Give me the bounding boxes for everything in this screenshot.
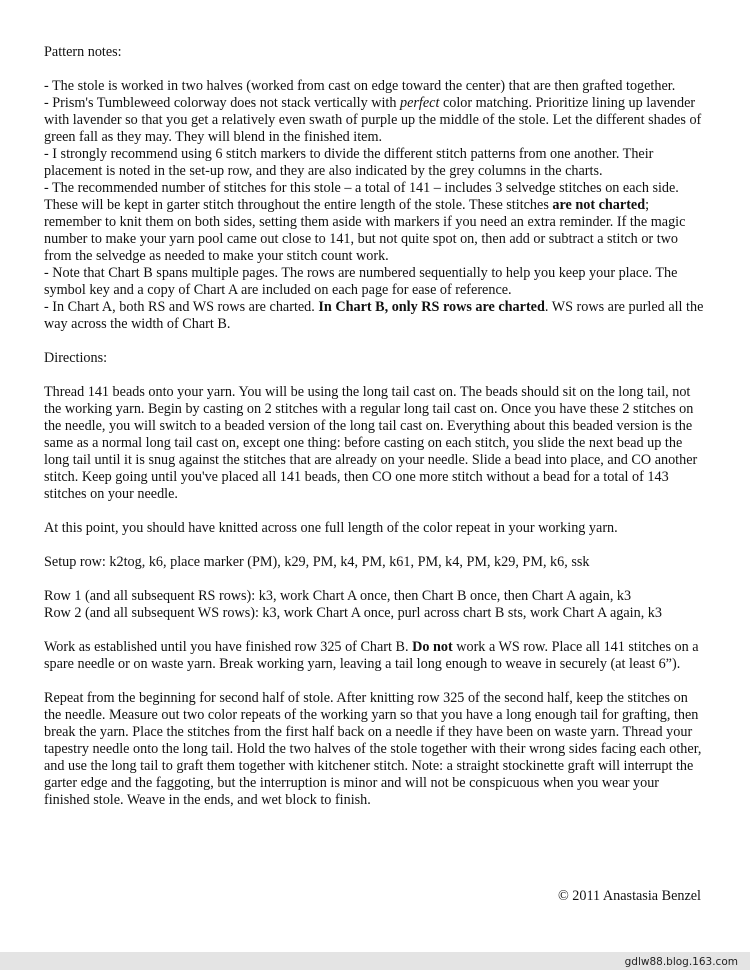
directions-heading: Directions: — [44, 350, 108, 366]
document-body — [44, 44, 704, 809]
note-1: - The stole is worked in two halves (worked from cast on edge toward the center) that are then grafted together. — [44, 78, 676, 94]
directions-paragraph-5: Work as established until you have finished row 325 of Chart B. Do not work a WS row. Place all 141 stitches on a spare needle or on waste yarn. Break working yarn, leaving a tail long enough to weave in securely (at least 6”). — [44, 639, 699, 672]
directions-paragraph-6: Repeat from the beginning for second half of stole. After knitting row 325 of the second half, keep the stitches on the needle. Measure out two color repeats of the working yarn so that you have a long enough tail for grafting, then break the yarn. Place the stitches from the first half back on a needle if they have been on waste yarn. Thread your tapestry needle onto the long tail. Hold the two halves of the stole together with their wrong sides facing each other, and use the long tail to graft them together with kitchener stitch. Note: a straight stockinette graft will interrupt the garter edge and the faggoting, but the interruption is minor and will not be conspicuous when you wear your finished stole. Weave in the ends, and wet block to finish. — [44, 690, 702, 808]
setup-row: Setup row: k2tog, k6, place marker (PM), k29, PM, k4, PM, k61, PM, k4, PM, k29, PM, k6, ssk — [44, 554, 590, 570]
note-2: - Prism's Tumbleweed colorway does not stack vertically with perfect color matching. Prioritize lining up lavender with lavender so that you get a relatively even swath of purple up the middle of the stole. Let the different shades of green fall as they may. They will blend in the finished item. — [44, 95, 702, 145]
row-2: Row 2 (and all subsequent WS rows): k3, work Chart A once, purl across chart B sts, work Chart A again, k3 — [44, 605, 662, 621]
note-5: - Note that Chart B spans multiple pages. The rows are numbered sequentially to help you keep your place. The symbol key and a copy of Chart A are included on each page for ease of reference. — [44, 265, 678, 298]
watermark-text: gdlw88.blog.163.com — [624, 956, 738, 968]
directions-paragraph-1: Thread 141 beads onto your yarn. You will be using the long tail cast on. The beads should sit on the long tail, not the working yarn. Begin by casting on 2 stitches with a regular long tail cast on. Once you have these 2 stitches on the needle, you will switch to a beaded version of the long tail cast on. Everything about this beaded version is the same as a normal long tail cast on, except one thing: before casting on each stitch, you slide the next bead up the long tail until it is snug against the stitches that are already on your needle. Slide a bead into place, and CO another stitch. Keep going until you've placed all 141 beads, then CO one more stitch without a bead for a total of 143 stitches on your needle. — [44, 384, 698, 502]
copyright-notice: © 2011 Anastasia Benzel — [557, 888, 701, 904]
pattern-notes — [44, 78, 704, 333]
directions-paragraph-2: At this point, you should have knitted across one full length of the color repeat in your working yarn. — [44, 520, 618, 536]
row-1: Row 1 (and all subsequent RS rows): k3, work Chart A once, then Chart B once, then Chart A again, k3 — [44, 588, 632, 604]
note-4: - The recommended number of stitches for this stole – a total of 141 – includes 3 selvedge stitches on each side. These will be kept in garter stitch throughout the entire length of the stole. These stitches are not charted; remember to knit them on both sides, setting them aside with markers if you need an extra reminder. If the magic number to make your yarn pool came out close to 141, but not quite spot on, then add or subtract a stitch or two from the selvedge as needed to make your stitch count work. — [44, 180, 686, 264]
notes-heading: Pattern notes: — [44, 44, 122, 60]
note-6: - In Chart A, both RS and WS rows are charted. In Chart B, only RS rows are charted. WS rows are purled all the way across the width of Chart B. — [44, 299, 704, 332]
watermark-bar — [0, 952, 750, 970]
note-3: - I strongly recommend using 6 stitch markers to divide the different stitch patterns from one another. Their placement is noted in the set-up row, and they are also indicated by the grey columns in the charts. — [44, 146, 654, 179]
